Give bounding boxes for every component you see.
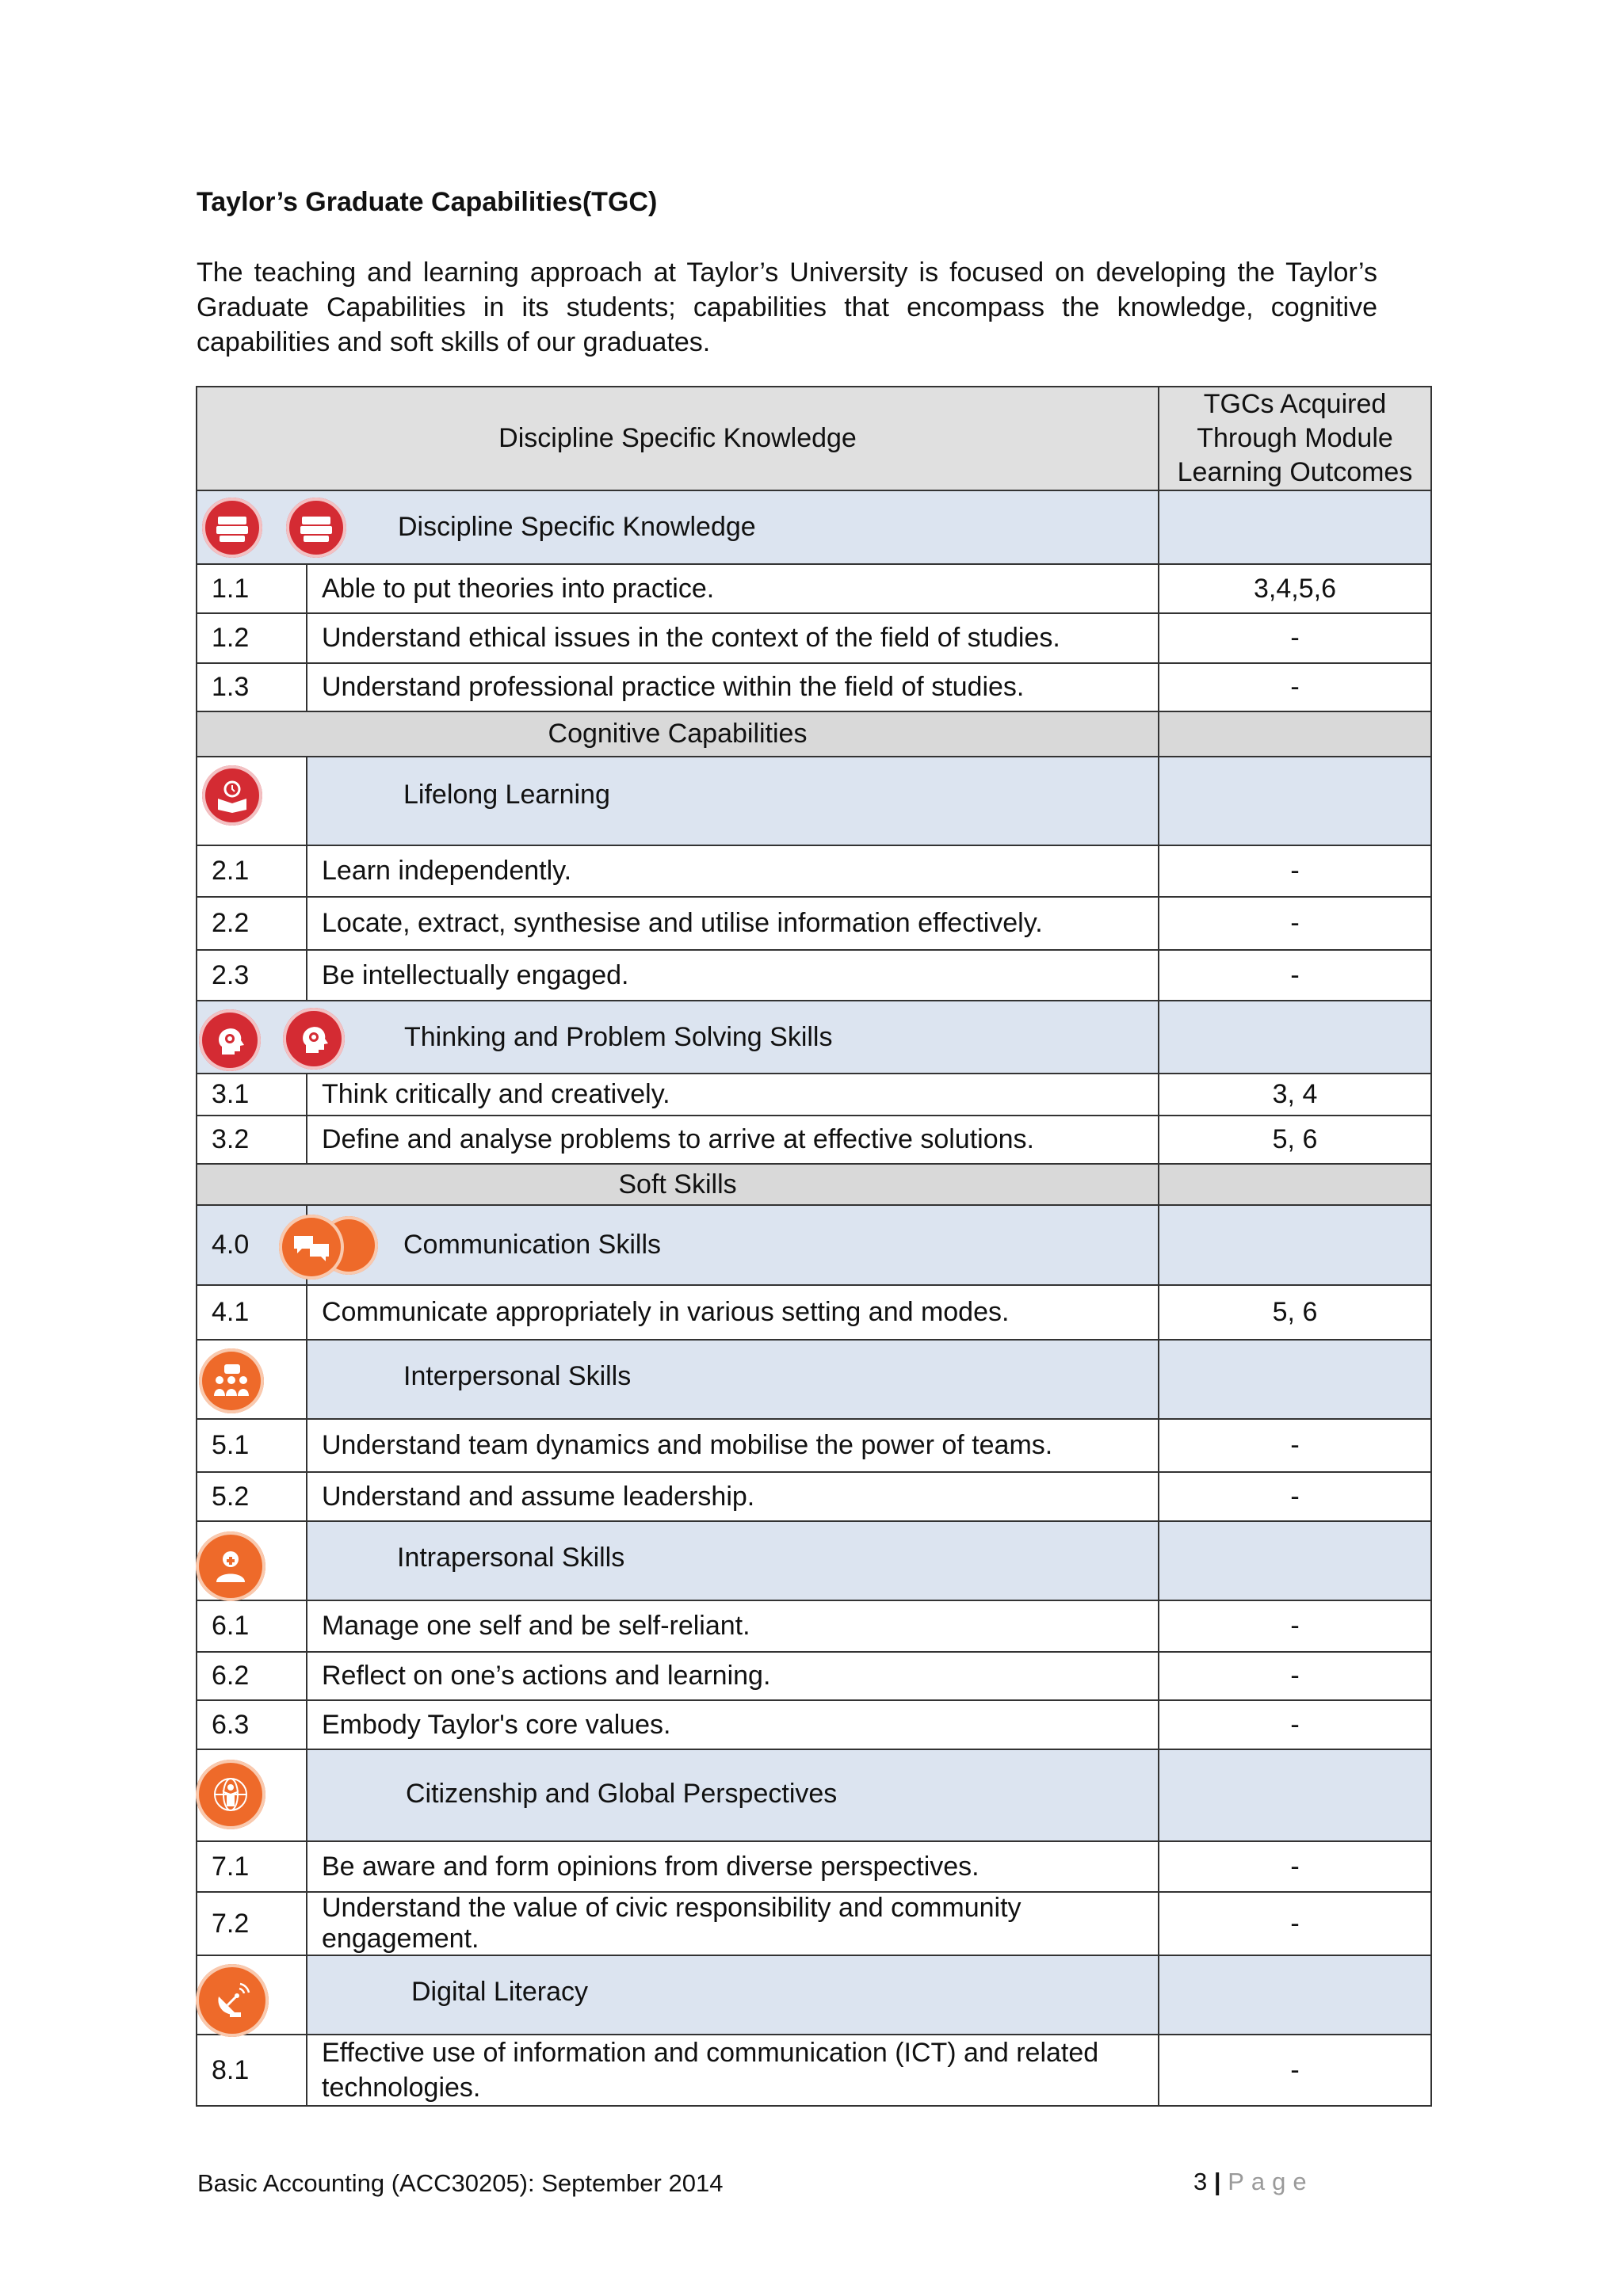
table-row [197,613,1431,663]
item-tgc-value: - [1159,1472,1431,1521]
item-description: Understand team dynamics and mobilise the power of teams. [307,1419,1159,1472]
table-row [197,1285,1431,1340]
category-icon-cell [197,1340,307,1419]
category-cell [307,1955,1159,2035]
item-tgc-value: 5, 6 [1159,1285,1431,1340]
item-description: Locate, extract, synthesise and utilise information effectively. [307,897,1159,950]
item-number: 6.3 [197,1700,307,1749]
category-icon-cell [197,1521,307,1600]
item-description: Learn independently. [307,845,1159,897]
table-row [197,1472,1431,1521]
item-description: Effective use of information and communication (ICT) and related technologies. [307,2035,1159,2106]
category-title: Interpersonal Skills [403,1361,632,1391]
table-row [197,663,1431,711]
table-row [197,1841,1431,1892]
item-description: Understand and assume leadership. [307,1472,1159,1521]
intro-paragraph: The teaching and learning approach at Taylor’s University is focused on developing the Taylor’s Graduate Capabilities in its students; capabilities that encompass the knowledge, cognitive capabilities and soft skills of our graduates. [197,257,1377,357]
item-tgc-value: - [1159,663,1431,711]
item-number: 8.1 [197,2035,307,2106]
table-row [197,564,1431,613]
category-cell [307,757,1159,845]
item-tgc-value: - [1159,1841,1431,1892]
item-description: Able to put theories into practice. [307,564,1159,613]
section-row-soft-skills [197,1164,1431,1205]
category-tgc-cell [1159,1955,1431,2035]
item-number: 3.1 [197,1074,307,1116]
category-tgc-cell [1159,1001,1431,1074]
item-number: 7.1 [197,1841,307,1892]
person-icon [196,1531,265,1601]
people-group-icon [199,1348,264,1413]
page-heading: Taylor’s Graduate Capabilities(TGC) [197,187,658,217]
category-title: Lifelong Learning [403,780,610,810]
tgc-table [196,386,1432,2107]
table-row [197,845,1431,897]
category-tgc-cell [1159,1205,1431,1285]
item-number: 4.1 [197,1285,307,1340]
category-row-citizenship [197,1749,1431,1841]
table-row [197,1116,1431,1164]
table-header-row [197,387,1431,490]
table-row [197,897,1431,950]
item-description: Understand ethical issues in the context of the field of studies. [307,613,1159,663]
category-tgc-cell [1159,490,1431,564]
page-label: Page [1228,2168,1314,2195]
speech-bubbles-icon [279,1215,344,1280]
item-description: Embody Taylor's core values. [307,1700,1159,1749]
item-number: 6.1 [197,1600,307,1652]
category-cell [307,1205,1159,1285]
item-tgc-value: - [1159,1892,1431,1955]
section-tgc-cell [1159,1164,1431,1205]
head-gear-icon [283,1008,345,1070]
table-row [197,950,1431,1001]
category-title: Discipline Specific Knowledge [398,512,756,542]
footer-course-info: Basic Accounting (ACC30205): September 2014 [197,2169,724,2197]
book-clock-icon [202,765,262,826]
category-row-interpersonal [197,1340,1431,1419]
category-title: Communication Skills [403,1230,661,1260]
head-gear-icon [199,1009,261,1071]
item-number: 5.2 [197,1472,307,1521]
category-row-digital-literacy [197,1955,1431,2035]
item-number: 5.1 [197,1419,307,1472]
item-tgc-value: 3,4,5,6 [1159,564,1431,613]
category-title: Digital Literacy [411,1977,588,2007]
header-discipline: Discipline Specific Knowledge [197,387,1159,490]
item-number: 7.2 [197,1892,307,1955]
section-title: Cognitive Capabilities [197,711,1159,757]
section-tgc-cell [1159,711,1431,757]
books-icon [202,498,262,558]
item-tgc-value: - [1159,613,1431,663]
category-cell [307,1340,1159,1419]
category-tgc-cell [1159,1521,1431,1600]
category-title: Thinking and Problem Solving Skills [404,1022,833,1052]
item-number: 2.2 [197,897,307,950]
item-number: 2.1 [197,845,307,897]
item-description: Define and analyse problems to arrive at effective solutions. [307,1116,1159,1164]
item-number: 3.2 [197,1116,307,1164]
category-row-communication [197,1205,1431,1285]
section-title: Soft Skills [197,1164,1159,1205]
satellite-dish-icon [196,1964,269,2037]
page-number: 3 [1193,2168,1208,2195]
item-tgc-value: - [1159,845,1431,897]
category-row-intrapersonal [197,1521,1431,1600]
page-separator: | [1213,2168,1221,2195]
item-tgc-value: 5, 6 [1159,1116,1431,1164]
table-row [197,1600,1431,1652]
table-row [197,1074,1431,1116]
item-tgc-value: - [1159,897,1431,950]
category-icon-cell [197,757,307,845]
category-title: Intrapersonal Skills [397,1543,625,1573]
item-number: 1.3 [197,663,307,711]
category-icon-cell [197,1955,307,2035]
item-tgc-value: - [1159,1600,1431,1652]
category-cell [307,1521,1159,1600]
item-number: 1.1 [197,564,307,613]
item-tgc-value: - [1159,1652,1431,1700]
category-title: Citizenship and Global Perspectives [406,1779,838,1809]
table-row [197,2035,1431,2106]
item-description: Reflect on one’s actions and learning. [307,1652,1159,1700]
item-description: Manage one self and be self-reliant. [307,1600,1159,1652]
category-icon-cell [197,1749,307,1841]
item-tgc-value: - [1159,950,1431,1001]
table-row [197,1892,1431,1955]
header-tgc-acquired: TGCs Acquired Through Module Learning Outcomes [1159,387,1431,490]
item-tgc-value: - [1159,1419,1431,1472]
category-row-lifelong-learning [197,757,1431,845]
category-cell [307,1749,1159,1841]
category-row-discipline [197,490,1431,564]
table-row [197,1419,1431,1472]
section-row-cognitive [197,711,1431,757]
globe-person-icon [196,1760,265,1829]
category-tgc-cell [1159,1749,1431,1841]
item-description: Understand professional practice within the field of studies. [307,663,1159,711]
category-number: 4.0 [197,1205,307,1285]
item-description: Be aware and form opinions from diverse perspectives. [307,1841,1159,1892]
item-tgc-value: 3, 4 [1159,1074,1431,1116]
item-number: 6.2 [197,1652,307,1700]
footer-page-number [1193,2168,1314,2196]
books-icon [286,498,346,558]
item-description: Understand the value of civic responsibility and community engagement. [307,1892,1159,1955]
item-description: Think critically and creatively. [307,1074,1159,1116]
category-tgc-cell [1159,1340,1431,1419]
item-description: Communicate appropriately in various setting and modes. [307,1285,1159,1340]
item-tgc-value: - [1159,2035,1431,2106]
category-cell [197,490,1159,564]
item-tgc-value: - [1159,1700,1431,1749]
table-row [197,1652,1431,1700]
category-cell [197,1001,1159,1074]
category-tgc-cell [1159,757,1431,845]
category-row-thinking [197,1001,1431,1074]
item-number: 2.3 [197,950,307,1001]
item-description: Be intellectually engaged. [307,950,1159,1001]
table-row [197,1700,1431,1749]
item-number: 1.2 [197,613,307,663]
